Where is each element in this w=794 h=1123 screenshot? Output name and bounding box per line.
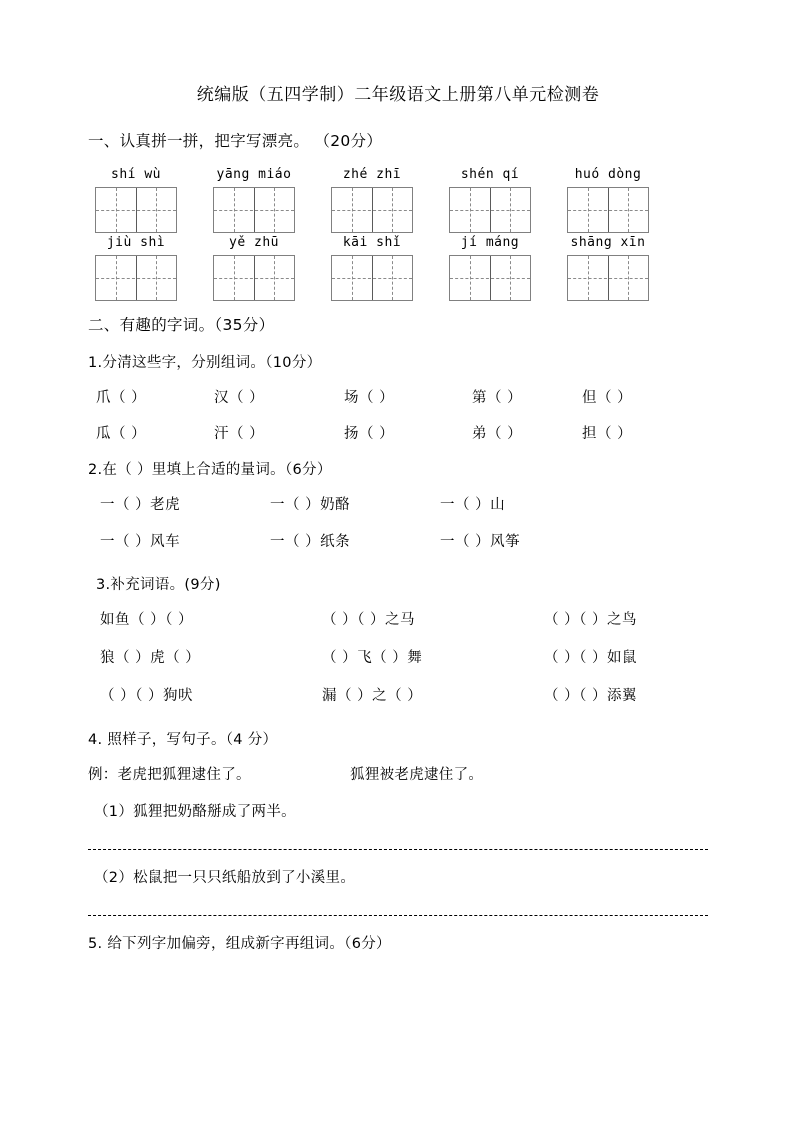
pinyin-cell [206,235,302,301]
measure-word-item[interactable]: 一（ ）风筝 [440,534,521,550]
grid-quarter-line-right [392,256,393,300]
question-1-heading: 1.分清这些字，分别组词。（10分） [88,355,322,371]
character-row-bottom [88,422,708,443]
page-title: 统编版（五四学制）二年级语文上册第八单元检测卷 [196,85,600,105]
writing-grid-box[interactable] [95,255,177,301]
answer-write-line[interactable] [88,849,708,850]
answer-write-line[interactable] [88,915,708,916]
pinyin-cell [560,235,656,301]
answer-parenthesis[interactable]: （ ） [487,426,523,442]
character-glyph: 汗 [214,426,229,442]
grid-quarter-line-left [352,188,353,232]
idiom-item[interactable]: （ ）（ ）之马 [322,612,415,628]
grid-quarter-line-left [116,188,117,232]
character-item [344,386,472,407]
pinyin-label: kāi shǐ [342,235,402,250]
character-item [582,422,682,443]
pinyin-cell [442,235,538,301]
idiom-item[interactable]: 漏（ ）之（ ） [322,688,423,704]
character-glyph: 弟 [472,426,487,442]
character-item [472,422,582,443]
writing-grid-box[interactable] [213,255,295,301]
grid-quarter-line-right [510,256,511,300]
grid-center-horizontal-line [332,278,412,279]
example-transformed-sentence: 狐狸被老虎逮住了。 [350,767,484,783]
pinyin-label: huó dòng [574,167,642,182]
question-4-item-2: （2）松鼠把一只只纸船放到了小溪里。 [94,870,356,886]
pinyin-cell [560,167,656,233]
writing-grid-box[interactable] [449,187,531,233]
answer-parenthesis[interactable]: （ ） [229,390,265,406]
pinyin-label: jí máng [460,235,520,250]
measure-word-item[interactable]: 一（ ）纸条 [270,534,351,550]
question-5-heading: 5. 给下列字加偏旁，组成新字再组词。（6分） [88,936,391,952]
character-item [214,386,344,407]
grid-quarter-line-left [116,256,117,300]
writing-grid-box[interactable] [567,255,649,301]
writing-grid-box[interactable] [213,187,295,233]
pinyin-cell [88,167,184,233]
answer-parenthesis[interactable]: （ ） [597,390,633,406]
grid-center-horizontal-line [450,210,530,211]
question-2-heading: 2.在（ ）里填上合适的量词。（6分） [88,462,332,478]
writing-grid-box[interactable] [331,255,413,301]
character-item [96,386,214,407]
grid-center-horizontal-line [332,210,412,211]
idiom-item[interactable]: （ ）（ ）狗吠 [100,688,193,704]
grid-quarter-line-left [234,188,235,232]
pinyin-row [88,167,708,233]
spacer [88,835,708,849]
grid-quarter-line-left [234,256,235,300]
writing-grid-box[interactable] [331,187,413,233]
answer-parenthesis[interactable]: （ ） [229,426,265,442]
question-4-item-1: （1）狐狸把奶酪掰成了两半。 [94,804,296,820]
idiom-row [88,608,708,629]
pinyin-grid-block [88,167,708,301]
pinyin-cell [324,167,420,233]
character-glyph: 汉 [214,390,229,406]
pinyin-cell [324,235,420,301]
section-two-heading: 二、有趣的字词。（35分） [88,316,275,334]
question-3-heading: 3.补充词语。(9分) [96,577,221,593]
idiom-item[interactable]: 如鱼（ ）（ ） [100,612,193,628]
character-item [344,422,472,443]
pinyin-row [88,235,708,301]
writing-grid-box[interactable] [95,187,177,233]
pinyin-cell [206,167,302,233]
grid-quarter-line-right [156,256,157,300]
grid-quarter-line-right [628,188,629,232]
measure-word-item[interactable]: 一（ ）山 [440,497,506,513]
grid-quarter-line-right [274,256,275,300]
grid-center-horizontal-line [214,210,294,211]
answer-parenthesis[interactable]: （ ） [111,426,147,442]
pinyin-cell [88,235,184,301]
grid-quarter-line-right [156,188,157,232]
grid-quarter-line-left [470,188,471,232]
grid-quarter-line-left [588,188,589,232]
grid-center-horizontal-line [96,278,176,279]
idiom-item[interactable]: （ ）飞（ ）舞 [322,650,423,666]
idiom-row [88,684,708,705]
grid-center-horizontal-line [96,210,176,211]
idiom-item[interactable]: （ ）（ ）之鸟 [544,612,637,628]
grid-quarter-line-right [274,188,275,232]
pinyin-label: yāng miáo [216,167,292,182]
character-glyph: 场 [344,390,359,406]
idiom-item[interactable]: （ ）（ ）添翼 [544,688,637,704]
measure-word-item[interactable]: 一（ ）老虎 [100,497,181,513]
character-glyph: 扬 [344,426,359,442]
answer-parenthesis[interactable]: （ ） [487,390,523,406]
grid-quarter-line-left [588,256,589,300]
pinyin-label: zhé zhī [342,167,402,182]
grid-quarter-line-right [628,256,629,300]
character-row-top [88,386,708,407]
pinyin-label: shí wù [111,167,161,182]
measure-word-item[interactable]: 一（ ）风车 [100,534,181,550]
grid-center-horizontal-line [568,278,648,279]
answer-parenthesis[interactable]: （ ） [597,426,633,442]
pinyin-label: shāng xīn [570,235,646,250]
character-glyph: 但 [582,390,597,406]
idiom-item[interactable]: （ ）（ ）如鼠 [544,650,637,666]
grid-quarter-line-right [510,188,511,232]
answer-parenthesis[interactable]: （ ） [111,390,147,406]
pinyin-label: yě zhū [229,235,279,250]
question-4-heading: 4. 照样子，写句子。（4 分） [88,732,278,748]
character-glyph: 瓜 [96,426,111,442]
grid-center-horizontal-line [568,210,648,211]
pinyin-cell [442,167,538,233]
character-item [214,422,344,443]
section-one-heading: 一、认真拼一拼，把字写漂亮。 （20分） [88,132,383,150]
answer-parenthesis[interactable]: （ ） [359,426,395,442]
character-item [582,386,682,407]
grid-quarter-line-right [392,188,393,232]
character-item [96,422,214,443]
writing-grid-box[interactable] [449,255,531,301]
page-content [88,80,708,967]
example-original-sentence: 例：老虎把狐狸逮住了。 [88,767,251,783]
grid-center-horizontal-line [450,278,530,279]
grid-center-horizontal-line [214,278,294,279]
example-sentence-row [88,763,708,784]
spacer [88,901,708,915]
pinyin-label: jiù shì [106,235,166,250]
pinyin-label: shén qí [460,167,520,182]
grid-quarter-line-left [470,256,471,300]
writing-grid-box[interactable] [567,187,649,233]
answer-parenthesis[interactable]: （ ） [359,390,395,406]
character-item [472,386,582,407]
character-glyph: 担 [582,426,597,442]
grid-quarter-line-left [352,256,353,300]
character-glyph: 爪 [96,390,111,406]
measure-word-row [88,493,708,514]
character-glyph: 第 [472,390,487,406]
measure-word-row [88,530,708,551]
measure-word-item[interactable]: 一（ ）奶酪 [270,497,351,513]
idiom-row [88,646,708,667]
idiom-item[interactable]: 狼（ ）虎（ ） [100,650,201,666]
